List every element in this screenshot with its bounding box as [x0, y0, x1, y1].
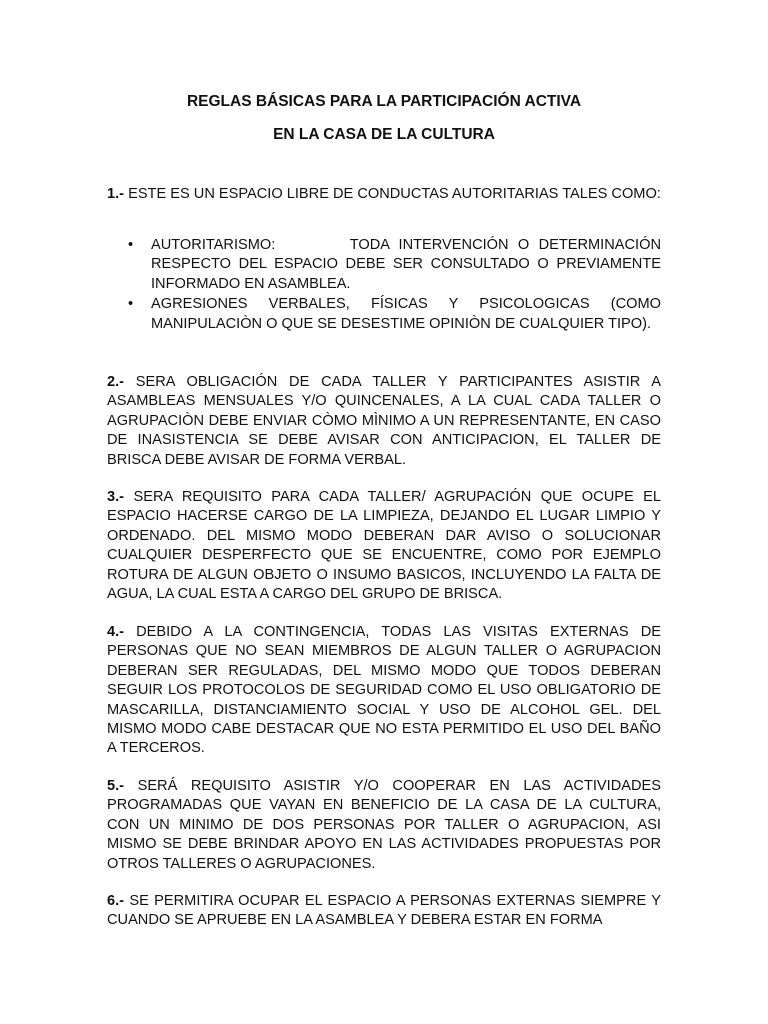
rule-1-bullet-1-text: AUTORITARISMO: TODA INTERVENCIÓN O DETERMINACIÓN RESPECTO DEL ESPACIO DEBE SER CONSULTADO O PREVIAMENTE INFORMADO EN ASAMBLEA. — [151, 237, 666, 292]
rule-1-bullet-list — [107, 236, 666, 335]
rule-1-number: 1.- — [107, 186, 125, 202]
rule-3-paragraph — [107, 488, 661, 604]
document-title-line-2: EN LA CASA DE LA CULTURA — [273, 126, 495, 143]
document-title-line-1: REGLAS BÁSICAS PARA LA PARTICIPACIÓN ACTIVA — [186, 93, 582, 110]
rule-2-text: SERA OBLIGACIÓN DE CADA TALLER Y PARTICIPANTES ASISTIR A ASAMBLEAS MENSUALES Y/O QUINCENALES, A LA CUAL CADA TALLER O AGRUPACIÒN DEBE ENVIAR CÒMO MÌNIMO A UN REPRESENTANTE, EN CASO DE INASISTENCIA SE DEBE AVISAR CON ANTICIPACION, EL TALLER DE BRISCA DEBE AVISAR DE FORMA VERBAL. — [107, 374, 661, 468]
rule-1-bullet-2-text: AGRESIONES VERBALES, FÍSICAS Y PSICOLOGICAS (COMO MANIPULACIÒN O QUE SE DESESTIME OPINIÒN DE CUALQUIER TIPO). — [151, 296, 661, 332]
rule-6-number: 6.- — [107, 893, 125, 909]
rule-2-number: 2.- — [107, 374, 125, 390]
rule-4-number: 4.- — [107, 624, 125, 640]
bullet-icon: • — [128, 296, 134, 313]
bullet-icon: • — [128, 237, 134, 253]
rule-6-paragraph — [107, 892, 661, 931]
rule-6-text: SE PERMITIRA OCUPAR EL ESPACIO A PERSONAS EXTERNAS SIEMPRE Y CUANDO SE APRUEBE EN LA ASAMBLEA Y DEBERA ESTAR EN FORMA — [107, 893, 661, 929]
rule-5-number: 5.- — [107, 778, 125, 794]
rule-2-paragraph — [107, 373, 661, 470]
rule-1-bullet-item — [107, 236, 666, 294]
rule-4-paragraph — [107, 623, 661, 759]
rule-1-text: ESTE ES UN ESPACIO LIBRE DE CONDUCTAS AUTORITARIAS TALES COMO: — [124, 186, 661, 202]
rule-4-text: DEBIDO A LA CONTINGENCIA, TODAS LAS VISITAS EXTERNAS DE PERSONAS QUE NO SEAN MIEMBROS DE ALGUN TALLER O AGRUPACION DEBERAN SER REGULADAS, DEL MISMO MODO QUE TODOS DEBERAN SEGUIR LOS PROTOCOLOS DE SEGURIDAD COMO EL USO OBLIGATORIO DE MASCARILLA, DISTANCIAMIENTO SOCIAL Y USO DE ALCOHOL GEL. DEL MISMO MODO CABE DESTACAR QUE NO ESTA PERMITIDO EL USO DEL BAÑO A TERCEROS. — [107, 624, 661, 757]
rule-1-bullet-item — [107, 295, 661, 334]
rule-3-text: SERA REQUISITO PARA CADA TALLER/ AGRUPACIÓN QUE OCUPE EL ESPACIO HACERSE CARGO DE LA LIMPIEZA, DEJANDO EL LUGAR LIMPIO Y ORDENADO. DEL MISMO MODO DEBERAN DAR AVISO O SOLUCIONAR CUALQUIER DESPERFECTO QUE SE ENCUENTRE, COMO POR EJEMPLO ROTURA DE ALGUN OBJETO O INSUMO BASICOS, INCLUYENDO LA FALTA DE AGUA, LA CUAL ESTA A CARGO DEL GRUPO DE BRISCA. — [107, 489, 661, 603]
rule-1-paragraph — [107, 185, 661, 204]
rule-5-paragraph — [107, 777, 661, 874]
rule-3-number: 3.- — [107, 489, 125, 505]
rule-5-text: SERÁ REQUISITO ASISTIR Y/O COOPERAR EN LAS ACTIVIDADES PROGRAMADAS QUE VAYAN EN BENEFICIO DE LA CASA DE LA CULTURA, CON UN MINIMO DE DOS PERSONAS POR TALLER O AGRUPACION, ASI MISMO SE DEBE BRINDAR APOYO EN LAS ACTIVIDADES PROPUESTAS POR OTROS TALLERES O AGRUPACIONES. — [107, 778, 661, 872]
